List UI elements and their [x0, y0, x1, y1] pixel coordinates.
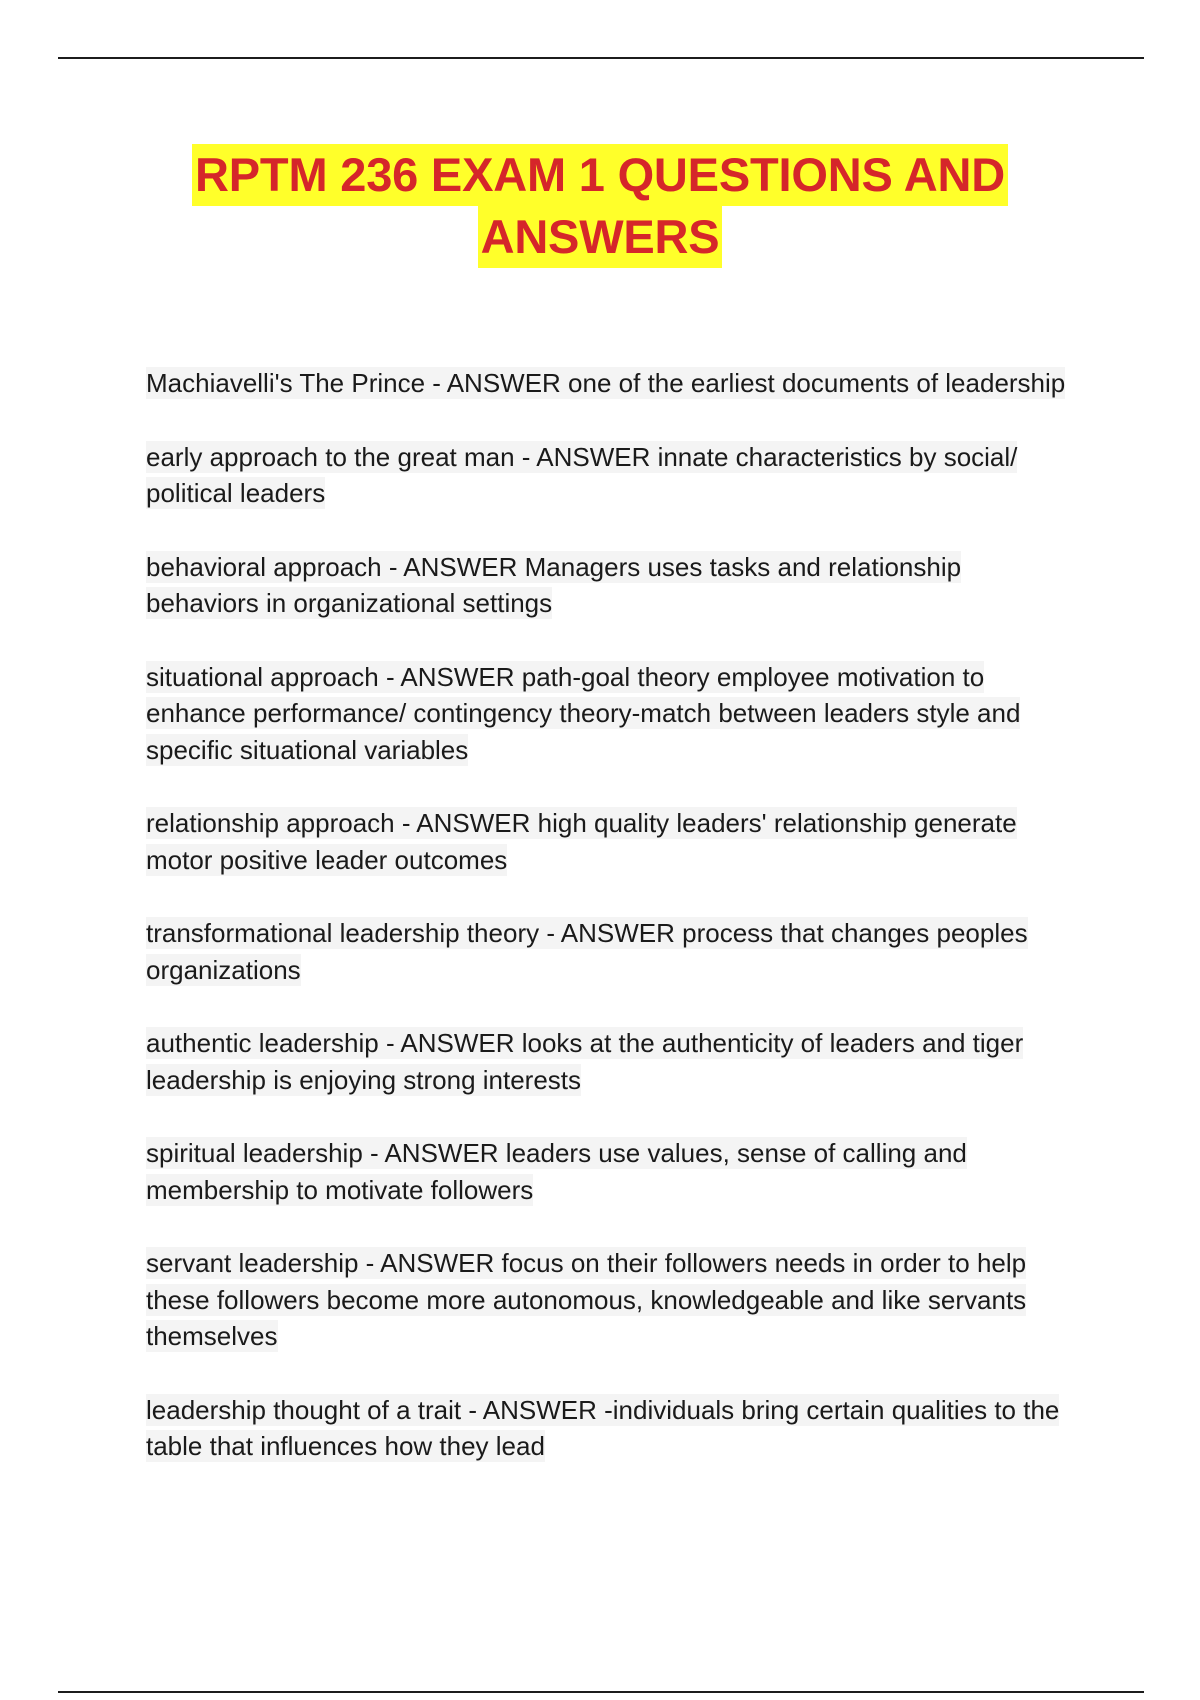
top-rule [58, 57, 1144, 59]
qa-item [146, 915, 1066, 988]
qa-item [146, 659, 1066, 769]
qa-item [146, 365, 1066, 402]
qa-item [146, 805, 1066, 878]
qa-list [146, 365, 1066, 1502]
qa-text: early approach to the great man - ANSWER innate characteristics by social/ political leaders [146, 441, 1018, 508]
qa-text: situational approach - ANSWER path-goal theory employee motivation to enhance performance/ contingency theory-match between leaders style and specific situational variables [146, 661, 1021, 765]
qa-item [146, 1245, 1066, 1355]
qa-item [146, 439, 1066, 512]
qa-text: servant leadership - ANSWER focus on their followers needs in order to help these followers become more autonomous, knowledgeable and like servants themselves [146, 1248, 1027, 1351]
qa-text: leadership thought of a trait - ANSWER -individuals bring certain qualities to the table that influences how they lead [146, 1394, 1060, 1461]
title-line-2: ANSWERS [478, 206, 723, 268]
qa-item [146, 1025, 1066, 1098]
qa-text: behavioral approach - ANSWER Managers uses tasks and relationship behaviors in organizational settings [146, 551, 962, 618]
qa-item [146, 1135, 1066, 1208]
qa-text: transformational leadership theory - ANSWER process that changes peoples organizations [146, 918, 1028, 985]
bottom-rule [58, 1691, 1144, 1693]
qa-item [146, 1392, 1066, 1465]
qa-text: spiritual leadership - ANSWER leaders use values, sense of calling and membership to motivate followers [146, 1138, 967, 1205]
qa-text: relationship approach - ANSWER high quality leaders' relationship generate motor positive leader outcomes [146, 808, 1017, 875]
document-title [0, 144, 1200, 268]
title-line-1: RPTM 236 EXAM 1 QUESTIONS AND [192, 144, 1008, 206]
qa-text: Machiavelli's The Prince - ANSWER one of the earliest documents of leadership [146, 368, 1066, 398]
qa-text: authentic leadership - ANSWER looks at the authenticity of leaders and tiger leadership is enjoying strong interests [146, 1028, 1024, 1095]
qa-item [146, 549, 1066, 622]
